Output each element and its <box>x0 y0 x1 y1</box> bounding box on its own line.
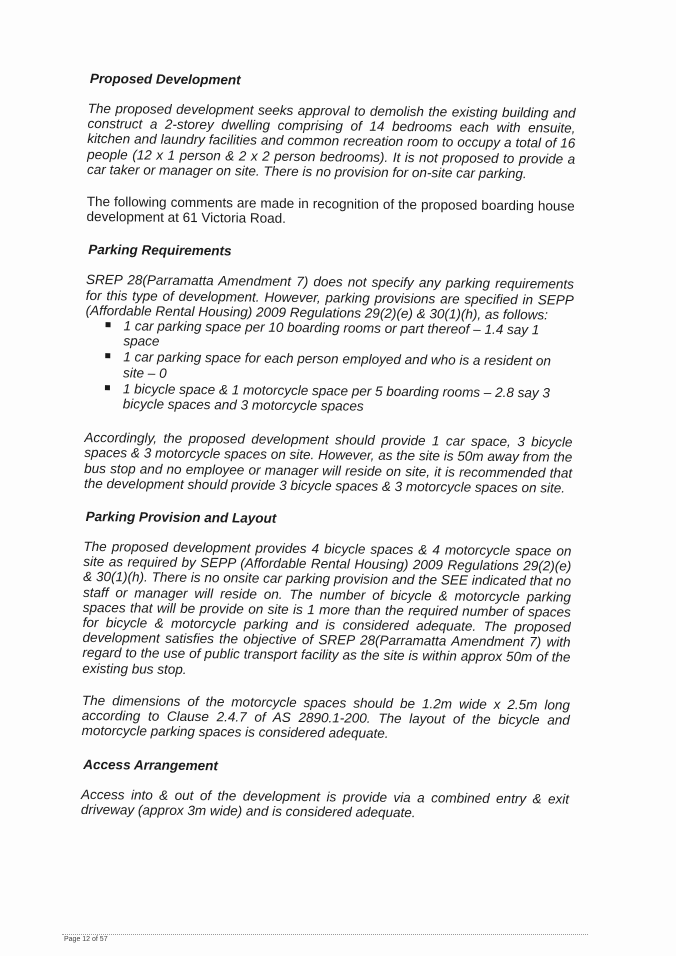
paragraph-proposed-development: The proposed development seeks approval to demolish the existing building and construct a 2-storey dwelling comprising of 14 bedrooms each with ensuite, kitchen and laundry facilities and common recreation room to occupy a total of 16 people (12 x 1 person & 2 x 2 person bedrooms). It is not proposed to provide a car taker or manager on site. There is no provision for on-site car parking. <box>86 100 576 182</box>
footer-divider <box>62 934 588 935</box>
list-item-text: 1 car parking space per 10 boarding rooms or part thereof – 1.4 say 1 space <box>123 318 540 349</box>
list-item-text: 1 car parking space for each person employed and who is a resident on site – 0 <box>123 349 552 381</box>
list-item <box>85 349 573 384</box>
paragraph-motorcycle-dimensions: The dimensions of the motorcycle spaces should be 1.2m wide x 2.5m long according to Clause 2.4.7 of AS 2890.1-200. The layout of the bicycle and motorcycle parking spaces is considered adequate. <box>81 692 570 742</box>
square-bullet-icon <box>106 322 111 327</box>
page-number: Page 12 of 57 <box>64 936 108 943</box>
square-bullet-icon <box>105 385 110 390</box>
paragraph-parking-provision: The proposed development provides 4 bicycle spaces & 4 motorcycle space on site as required by SEPP (Affordable Rental Housing) 2009 Regulations 29(2)(e) & 30(1)(h). There is no onsite car parking provision and the SEE indicated that no staff or manager will reside on. The number of bicycle & motorcycle parking spaces that will be provide on site is 1 more than the required number of spaces for bicycle & motorcycle parking and is considered adequate. The proposed development satisfies the objective of SREP 28(Parramatta Amendment 7) with regard to the use of public transport facility as the site is within approx 50m of the existing bus stop. <box>82 539 572 677</box>
parking-requirements-list <box>85 318 574 416</box>
paragraph-parking-requirements: SREP 28(Parramatta Amendment 7) does not specify any parking requirements for this type of development. However, parking provisions are specified in SEPP (Affordable Rental Housing) 2009 Regulations 29(2)(e) & 30(1)(h), as follows: <box>85 272 575 323</box>
list-item-text: 1 bicycle space & 1 motorcycle space per 5 boarding rooms – 2.8 say 3 bicycle spaces and 3 motorcycle spaces <box>122 381 550 414</box>
paragraph-parking-accordingly: Accordingly, the proposed development should provide 1 car space, 3 bicycle spaces & 3 motorcycle spaces on site. However, as the site is 50m away from the bus stop and no employee or manager will reside on site, it is recommended that the development should provide 3 bicycle spaces & 3 motorcycle spaces on site. <box>83 430 573 496</box>
heading-access-arrangement: Access Arrangement <box>83 756 218 773</box>
document-body <box>81 70 576 839</box>
paragraph-access-arrangement: Access into & out of the development is provide via a combined entry & exit driveway (approx 3m wide) and is considered adequate. <box>80 786 570 820</box>
heading-parking-requirements: Parking Requirements <box>88 242 232 259</box>
list-item <box>85 381 573 416</box>
list-item <box>85 318 573 353</box>
heading-parking-provision: Parking Provision and Layout <box>85 509 277 526</box>
square-bullet-icon <box>105 354 110 359</box>
paragraph-comments-intro: The following comments are made in recognition of the proposed boarding house development at 61 Victoria Road. <box>86 194 575 227</box>
heading-proposed-development: Proposed Development <box>89 71 241 88</box>
